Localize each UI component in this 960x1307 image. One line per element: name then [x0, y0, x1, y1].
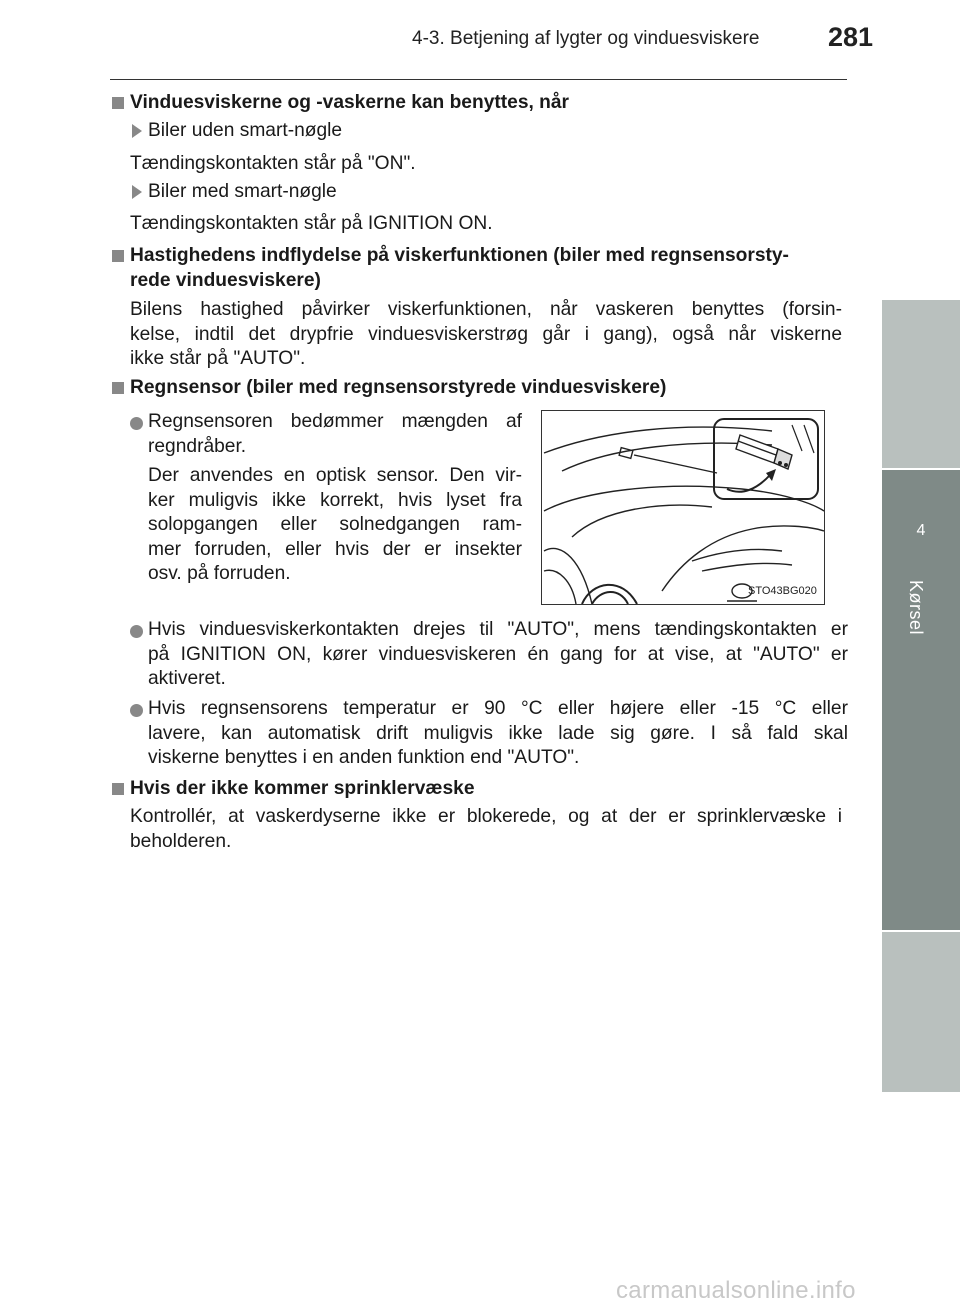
- section-heading: Vinduesviskerne og -vaskerne kan benyttes, når: [130, 92, 570, 113]
- section-square-icon: [112, 250, 124, 262]
- rain-sensor-illustration: [541, 410, 825, 605]
- page-number: 281: [828, 22, 874, 52]
- sub-heading: Biler uden smart-nøgle: [148, 120, 343, 141]
- paragraph: Bilens hastighed påvirker viskerfunktionen, når vaskeren benyttes (forsin- kelse, indtil det drypfrie vinduesviskerstrøg går i gang), også når viskerne ikke står på "AUTO".: [130, 299, 842, 369]
- side-tab-upper: [882, 300, 960, 468]
- round-bullet-icon: [130, 625, 143, 638]
- section-square-icon: [112, 97, 124, 109]
- car-windshield-drawing: [542, 411, 824, 604]
- watermark: carmanualsonline.info: [616, 1277, 856, 1304]
- figure-code: STO43BG020: [748, 585, 817, 597]
- paragraph: Kontrollér, at vaskerdyserne ikke er blokerede, og at der er sprinklervæske i beholderen.: [130, 806, 842, 852]
- bullet-text: Hvis regnsensorens temperatur er 90 °C eller højere eller -15 °C eller lavere, kan automatisk drift muligvis ikke lade sig gøre. I så fald skal viskerne benyttes i en anden funktion end "AUTO".: [148, 698, 848, 768]
- section-square-icon: [112, 783, 124, 795]
- paragraph: Tændingskontakten står på IGNITION ON.: [130, 213, 493, 234]
- bullet-detail: Der anvendes en optisk sensor. Den vir- ker muligvis ikke korrekt, hvis lyset fra solopgangen eller solnedgangen ram- mer forruden, eller hvis der er insekter osv. på forruden.: [148, 465, 522, 584]
- triangle-bullet-icon: [132, 185, 142, 199]
- section-square-icon: [112, 382, 124, 394]
- triangle-bullet-icon: [132, 124, 142, 138]
- section-heading: Hvis der ikke kommer sprinklervæske: [130, 778, 475, 799]
- section-title: 4-3. Betjening af lygter og vinduesviskere: [412, 28, 760, 49]
- round-bullet-icon: [130, 417, 143, 430]
- paragraph: Tændingskontakten står på "ON".: [130, 153, 416, 174]
- round-bullet-icon: [130, 704, 143, 717]
- section-heading: Regnsensor (biler med regnsensorstyrede vinduesviskere): [130, 377, 667, 398]
- chapter-number: 4: [916, 522, 926, 539]
- bullet-text: Regnsensoren bedømmer mængden af regndråber.: [148, 411, 522, 457]
- side-tab-lower: [882, 932, 960, 1092]
- bullet-text: Hvis vinduesviskerkontakten drejes til "AUTO", mens tændingskontakten er på IGNITION ON, kører vinduesviskeren én gang for at vise, at "AUTO" er aktiveret.: [148, 619, 848, 689]
- chapter-label: Kørsel: [906, 580, 926, 636]
- section-heading: Hastighedens indflydelse på viskerfunktionen (biler med regnsensorsty- rede vinduesviskere): [130, 245, 789, 291]
- header-divider: [110, 79, 847, 80]
- sub-heading: Biler med smart-nøgle: [148, 181, 337, 202]
